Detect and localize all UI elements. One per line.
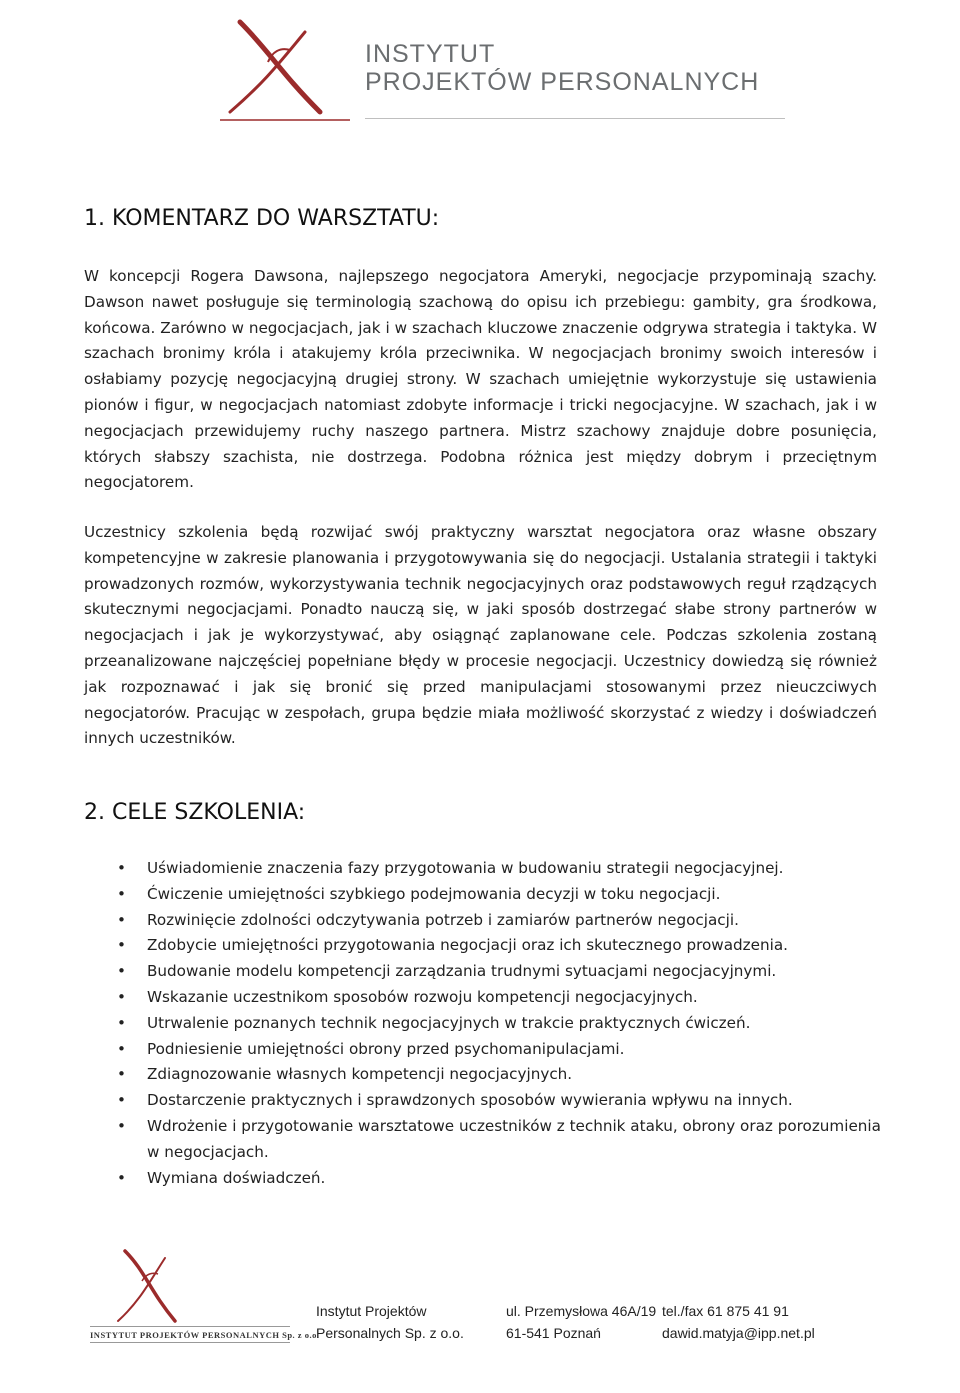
list-item [84, 1088, 884, 1114]
bullet-icon: • [117, 1091, 126, 1110]
list-item [84, 1037, 884, 1063]
list-item [84, 1166, 884, 1192]
footer-email-link[interactable]: dawid.matyja@ipp.net.pl [662, 1325, 815, 1341]
bullet-icon: • [117, 859, 126, 877]
footer-contact [662, 1300, 815, 1344]
section-1-title: 1. KOMENTARZ DO WARSZTATU: [84, 206, 440, 231]
list-item [84, 1011, 884, 1037]
section-1-paragraph-1: W koncepcji Rogera Dawsona, najlepszego negocjatora Ameryki, negocjacje przypominają szachy. Dawson nawet posługuje się terminologią szachową do opisu ich przebiegu: gambity, gra środkowa, końcowa. Zarówno w negocjacjach, jak i w szachach kluczowe znaczenie odgrywa strategia i taktyka. W szachach bronimy króla i atakujemy króla przeciwnika. W negocjacjach bronimy swoich interesów i osłabiamy pozycję negocjacyjną drugiej strony. W szachach umiejętnie wykorzystuje się ustawienia pionów i figur, w negocjacjach natomiast zdobyte informacje i tricki negocjacyjne. W szachach, jak i w negocjacjach przewidujemy ruchy naszego partnera. Mistrz szachowy znajduje dobre posunięcia, których słabszy szachista, nie dostrzega. Podobna różnica jest między dobrym i przeciętnym negocjatorem. [84, 267, 877, 492]
list-item-text: Utrwalenie poznanych technik negocjacyjnych w trakcie praktycznych ćwiczeń. [147, 1013, 751, 1032]
list-item [84, 1062, 884, 1088]
bullet-icon: • [117, 987, 126, 1006]
bullet-icon: • [117, 910, 126, 929]
footer-logo-mark [90, 1246, 210, 1326]
list-item-text: Zdobycie umiejętności przygotowania negocjacji oraz ich skutecznego prowadzenia. [147, 936, 788, 955]
section-2-title: 2. CELE SZKOLENIA: [84, 800, 306, 825]
footer-company [316, 1300, 464, 1344]
footer-company-line-1: Instytut Projektów [316, 1303, 427, 1319]
footer-logo-text: INSTYTUT PROJEKTÓW PERSONALNYCH Sp. z o.o. [90, 1330, 320, 1340]
list-item-text: Dostarczenie praktycznych i sprawdzonych sposobów wywierania wpływu na innych. [147, 1091, 793, 1110]
list-item-text: Ćwiczenie umiejętności szybkiego podejmowania decyzji w toku negocjacji. [147, 884, 721, 903]
list-item [84, 882, 884, 908]
footer-company-line-2: Personalnych Sp. z o.o. [316, 1325, 464, 1341]
bullet-icon: • [117, 1168, 126, 1187]
list-item-text: Budowanie modelu kompetencji zarządzania trudnymi sytuacjami negocjacyjnymi. [147, 962, 777, 981]
list-item [84, 959, 884, 985]
bullet-icon: • [117, 1013, 126, 1032]
company-logo-mark [210, 12, 360, 122]
list-item [84, 933, 884, 959]
list-item-text: Wdrożenie i przygotowanie warsztatowe uczestników z technik ataku, obrony oraz porozumienia w negocjacjach. [147, 1116, 881, 1161]
bullet-icon: • [117, 936, 126, 955]
list-item-text: Zdiagnozowanie własnych kompetencji negocjacyjnych. [147, 1065, 573, 1084]
footer-logo-rule-bottom [90, 1342, 290, 1343]
list-item [84, 856, 884, 882]
goals-list [84, 856, 884, 1191]
section-1-paragraph-2: Uczestnicy szkolenia będą rozwijać swój praktyczny warsztat negocjatora oraz własne obszary kompetencyjne w zakresie planowania i przygotowywania się do negocjacji. Ustalania strategii i taktyki prowadzonych rozmów, wykorzystywania technik negocjacyjnych oraz podstawowych reguł rządzących skutecznymi negocjacjami. Ponadto nauczą się, w jaki sposób dostrzegać słabe strony partnerów w negocjacjach i jak je wykorzystywać, aby osiągnąć zaplanowane cele. Podczas szkolenia zostaną przeanalizowane najczęściej popełniane błędy w procesie negocjacji. Uczestnicy dowiedzą się również jak rozpoznawać i jak się bronić się przed manipulacjami stosowanymi przez nieuczciwych negocjatorów. Pracując w zespołach, grupa będzie miała możliwość skorzystać z wiedzy i doświadczeń innych uczestników. [84, 523, 877, 748]
list-item-text: Wymiana doświadczeń. [147, 1168, 326, 1187]
list-item-text: Podniesienie umiejętności obrony przed psychomanipulacjami. [147, 1039, 625, 1058]
footer-logo-rule-top [90, 1326, 290, 1327]
footer-city: 61-541 Poznań [506, 1325, 601, 1341]
list-item-text: Uświadomienie znaczenia fazy przygotowania w budowaniu strategii negocjacyjnej. [147, 859, 784, 877]
bullet-icon: • [117, 962, 126, 981]
list-item [84, 985, 884, 1011]
logo-line-1: INSTYTUT [365, 40, 496, 68]
list-item [84, 908, 884, 934]
list-item [84, 1114, 884, 1166]
list-item-text: Rozwinięcie zdolności odczytywania potrzeb i zamiarów partnerów negocjacji. [147, 910, 739, 929]
bullet-icon: • [117, 884, 126, 903]
bullet-icon: • [117, 1039, 126, 1058]
bullet-icon: • [117, 1065, 126, 1084]
header-divider [365, 118, 785, 119]
footer-address [506, 1300, 656, 1344]
company-logo-text [365, 40, 759, 96]
footer-phone: tel./fax 61 875 41 91 [662, 1303, 789, 1319]
logo-line-2: PROJEKTÓW PERSONALNYCH [365, 68, 760, 96]
bullet-icon: • [117, 1116, 126, 1135]
list-item-text: Wskazanie uczestnikom sposobów rozwoju kompetencji negocjacyjnych. [147, 987, 698, 1006]
footer-street: ul. Przemysłowa 46A/19 [506, 1303, 657, 1319]
